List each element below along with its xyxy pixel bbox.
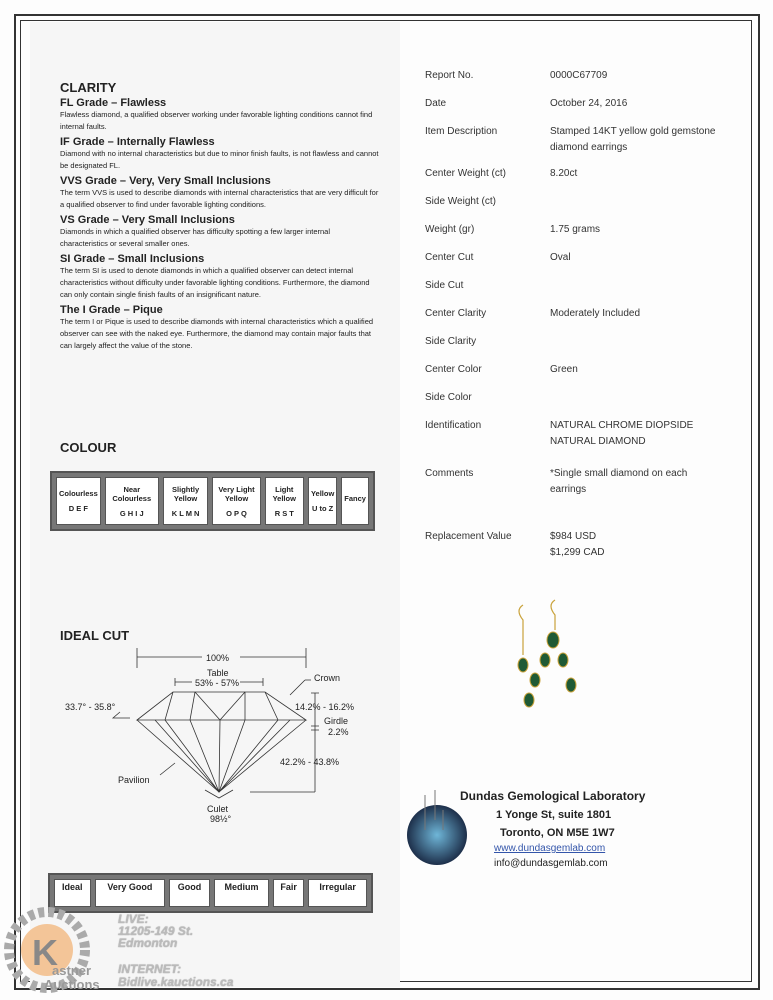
svg-text:astner: astner	[52, 963, 92, 978]
report-value	[550, 250, 750, 266]
lab-website-link[interactable]: www.dundasgemlab.com	[494, 843, 606, 854]
report-value	[550, 306, 750, 322]
report-label: Comments	[425, 468, 474, 479]
clarity-grade-text: Diamond with no internal characteristics but due to minor finish faults, is not flawless and cannot be designated FL.	[60, 149, 379, 170]
report-label: Center Weight (ct)	[425, 168, 506, 179]
report-value	[550, 529, 750, 561]
cut-grade-cell: Very Good	[95, 879, 165, 907]
report-value-line: Green	[550, 364, 578, 375]
colour-cell	[163, 477, 209, 525]
colour-cell	[341, 477, 369, 525]
report-value-line: earrings	[550, 484, 587, 495]
report-value	[550, 96, 750, 112]
clarity-grade-heading: IF Grade – Internally Flawless	[60, 136, 215, 148]
clarity-grade-text: The term SI is used to denote diamonds in which a qualified observer can detect internal characteristics without difficulty under favorable lighting conditions. Furthermore, the diamond can only contain single finish faults of an insignificant nature.	[60, 266, 370, 299]
clarity-list	[60, 97, 380, 352]
report-label: Weight (gr)	[425, 224, 475, 235]
clarity-grade-text: The term I or Pique is used to describe diamonds with internal characteristics which a qualified observer can see with the naked eye. Furthermore, the diamond may contain major faults that can largely affect the value of the stone.	[60, 317, 374, 350]
girdle-value: 2.2%	[328, 727, 349, 737]
report-label: Center Cut	[425, 252, 474, 263]
clarity-title: CLARITY	[60, 80, 117, 95]
watermark-live-address1: 11205-149 St.	[118, 924, 194, 938]
cut-grade-cell: Fair	[273, 879, 304, 907]
culet-value: 98½°	[210, 814, 232, 824]
lab-name: Dundas Gemological Laboratory	[460, 789, 646, 803]
colour-grades: O P Q	[226, 508, 247, 518]
clarity-grade-text: The term VVS is used to describe diamonds with internal characteristics that are very difficult for a qualified observer to find under favorable lighting conditions.	[60, 188, 379, 209]
report-value-line: 8.20ct	[550, 168, 578, 179]
report-label: Item Description	[425, 126, 498, 137]
colour-name: Fancy	[344, 493, 366, 503]
colour-table	[50, 471, 375, 531]
lab-address-line2: Toronto, ON M5E 1W7	[500, 827, 615, 839]
clarity-grade-heading: The I Grade – Pique	[60, 304, 163, 316]
pavilion-depth: 42.2% - 43.8%	[280, 757, 340, 767]
report-label: Identification	[425, 420, 482, 431]
watermark-internet-label: INTERNET:	[118, 962, 182, 976]
report-value-line: $1,299 CAD	[550, 547, 605, 558]
report-value	[550, 124, 750, 156]
report-value-line: diamond earrings	[550, 142, 628, 153]
clarity-grade-text: Diamonds in which a qualified observer has difficulty spotting a few larger internal characteristics or several smaller ones.	[60, 227, 331, 248]
colour-name: Slightly Yellow	[172, 484, 200, 503]
earrings-photo	[505, 595, 595, 720]
colour-cell	[265, 477, 304, 525]
report-label: Side Weight (ct)	[425, 196, 496, 207]
report-label: Date	[425, 98, 447, 109]
colour-cell	[308, 477, 337, 525]
lab-email: info@dundasgemlab.com	[494, 858, 608, 869]
report-label: Side Color	[425, 392, 472, 403]
cut-grade-cell: Good	[169, 879, 210, 907]
pavilion-label: Pavilion	[118, 775, 150, 785]
colour-grades: U to Z	[312, 504, 334, 513]
clarity-grade-heading: SI Grade – Small Inclusions	[60, 253, 205, 265]
clarity-grade-heading: FL Grade – Flawless	[60, 97, 167, 109]
svg-text:K: K	[32, 932, 58, 973]
cut-grade-cell: Irregular	[308, 879, 367, 907]
clarity-grade-heading: VS Grade – Very Small Inclusions	[60, 214, 235, 226]
report-value-line: 1.75 grams	[550, 224, 601, 235]
colour-cell	[212, 477, 260, 525]
culet-label: Culet	[207, 804, 229, 814]
colour-name: Light Yellow	[272, 484, 296, 503]
cut-grade-cell: Medium	[214, 879, 269, 907]
report-value	[550, 166, 750, 182]
colour-cell	[56, 477, 101, 525]
clarity-grade-text: Flawless diamond, a qualified observer working under favorable lighting conditions cannot find internal faults.	[60, 110, 373, 131]
report-value-line: $984 USD	[550, 531, 597, 542]
lab-address-line1: 1 Yonge St, suite 1801	[496, 809, 612, 821]
crown-label: Crown	[314, 673, 341, 683]
crown-angle: 33.7° - 35.8°	[65, 702, 116, 712]
colour-cell	[105, 477, 159, 525]
girdle-label: Girdle	[324, 716, 349, 726]
colour-name: Near Colourless	[112, 484, 152, 503]
table-value: 53% - 57%	[195, 678, 240, 688]
diamond-diagram	[40, 640, 380, 830]
colour-grades: R S T	[274, 508, 294, 518]
report-label: Center Clarity	[425, 308, 487, 319]
report-value	[550, 418, 750, 450]
report-value-line: October 24, 2016	[550, 98, 628, 109]
colour-name: Yellow	[310, 489, 335, 498]
ideal-cut-title: IDEAL CUT	[60, 628, 130, 643]
svg-text:Auctions: Auctions	[44, 977, 100, 992]
colour-grades: D E F	[68, 504, 88, 513]
watermark-live-address2: Edmonton	[118, 936, 178, 950]
kastner-auctions-logo	[2, 905, 112, 995]
report-value-line: Oval	[550, 252, 571, 263]
report-label: Side Cut	[425, 280, 464, 291]
report-value	[550, 362, 750, 378]
width-label: 100%	[206, 653, 230, 663]
report-value-line: NATURAL DIAMOND	[550, 436, 646, 447]
clarity-grade-heading: VVS Grade – Very, Very Small Inclusions	[60, 175, 271, 187]
colour-grades: K L M N	[171, 508, 200, 518]
report-value-line: Stamped 14KT yellow gold gemstone	[550, 126, 716, 137]
report-label: Side Clarity	[425, 336, 477, 347]
table-label: Table	[207, 668, 229, 678]
watermark-internet-url: Bidlive.kauctions.ca	[118, 975, 234, 989]
cut-grade-cell: Ideal	[54, 879, 91, 907]
watermark-live-label: LIVE:	[118, 912, 149, 926]
report-value-line: NATURAL CHROME DIOPSIDE	[550, 420, 694, 431]
report-value-line: Moderately Included	[550, 308, 641, 319]
crown-height: 14.2% - 16.2%	[295, 702, 355, 712]
colour-name: Very Light Yellow	[218, 484, 255, 503]
report-value	[550, 222, 750, 238]
report-value-line: 0000C67709	[550, 70, 608, 81]
report-value	[550, 466, 750, 498]
report-label: Center Color	[425, 364, 482, 375]
report-label: Replacement Value	[425, 531, 512, 542]
colour-grades: G H I J	[119, 508, 144, 518]
colour-title: COLOUR	[60, 440, 117, 455]
report-label: Report No.	[425, 70, 474, 81]
report-value	[550, 68, 750, 84]
report-value-line: *Single small diamond on each	[550, 468, 688, 479]
colour-name: Colourless	[59, 489, 98, 498]
